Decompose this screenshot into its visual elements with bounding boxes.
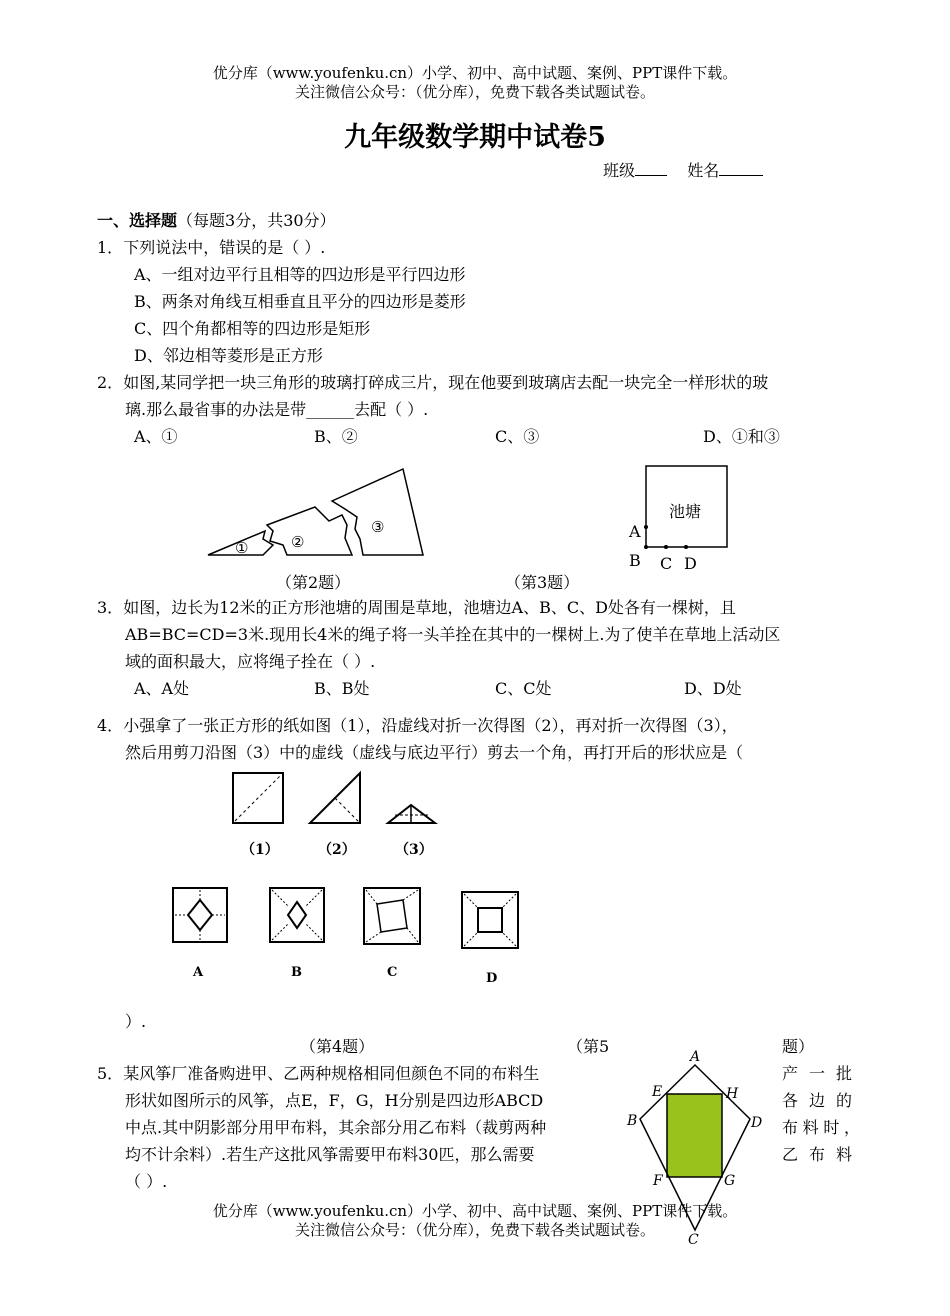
- q5-text-4-right: 乙布料: [782, 1145, 852, 1164]
- shard-2: [267, 507, 352, 555]
- answer-c-quad: [377, 900, 407, 932]
- q5-text-2-right: 各边的: [782, 1091, 852, 1110]
- pond-label: 池塘: [669, 502, 702, 521]
- tree-a: [644, 525, 648, 529]
- q5-text-5: （ ）.: [125, 1172, 168, 1191]
- q3-number: 3．: [97, 598, 124, 617]
- point-c-label: C: [660, 554, 673, 573]
- q2-option-c: C、③: [495, 427, 540, 446]
- q1-stem: [97, 234, 325, 261]
- q5-caption-left: （第5: [567, 1037, 610, 1056]
- fold-2-dashed: [335, 798, 360, 823]
- answer-b-diamond: [288, 902, 306, 928]
- q5-number: 5．: [97, 1064, 124, 1083]
- q3-option-c: C、C处: [495, 679, 552, 698]
- shard-label-3: ③: [371, 518, 385, 536]
- answer-b-dashes: [272, 890, 322, 940]
- class-blank: [635, 161, 667, 176]
- q4-stem-1: [97, 712, 738, 739]
- point-b-label: B: [629, 551, 641, 570]
- q3-option-d: D、D处: [684, 679, 742, 698]
- q2-number: 2．: [97, 373, 124, 392]
- kite-shaded-rect: [667, 1094, 722, 1177]
- q5-text-4: 均不计余料）.若生产这批风筝需要甲布料30匹，那么需要: [125, 1145, 535, 1164]
- q2-option-a: A、①: [134, 427, 178, 446]
- answer-d-inner-square: [478, 908, 502, 932]
- point-a-label: A: [629, 522, 641, 541]
- vertex-e: E: [652, 1084, 663, 1100]
- section-heading: [97, 207, 336, 234]
- q4-stem-end: ）.: [125, 1012, 147, 1031]
- q5-text-1: 某风筝厂准备购进甲、乙两种规格相同但颜色不同的布料生: [123, 1064, 540, 1083]
- fold-label-2: （2）: [318, 842, 356, 858]
- answer-label-b: B: [291, 965, 302, 980]
- answer-label-d: D: [486, 971, 498, 986]
- q5-text-1-right: 产一批: [782, 1064, 852, 1083]
- q5-text-3: 中点.其中阴影部分用甲布料，其余部分用乙布料（裁剪两种: [125, 1118, 547, 1137]
- answer-d-dashes: [464, 894, 516, 946]
- q4-caption: （第4题）: [300, 1037, 375, 1056]
- page-title: 九年级数学期中试卷5: [344, 122, 606, 153]
- q1-option-b: B、两条对角线互相垂直且平分的四边形是菱形: [134, 292, 466, 311]
- answer-label-a: A: [193, 965, 204, 980]
- tree-c: [664, 545, 668, 549]
- q5-caption-right: 题）: [782, 1037, 815, 1056]
- q2-glass-figure: [195, 465, 435, 565]
- answer-c-dashes: [366, 890, 418, 942]
- q2-text-1: 如图,某同学把一块三角形的玻璃打碎成三片，现在他要到玻璃店去配一块完全一样形状的玻: [123, 373, 769, 392]
- q3-stem-2: AB=BC=CD=3米.现用长4米的绳子将一头羊拴在其中的一棵树上.为了使羊在草地上活动区: [125, 625, 781, 644]
- vertex-a: A: [690, 1049, 701, 1065]
- q2-option-d: D、①和③: [703, 427, 780, 446]
- footer-line-1: 优分库（www.youfenku.cn）小学、初中、高中试题、案例、PPT课件下载。: [212, 1202, 738, 1220]
- tree-b: [644, 545, 648, 549]
- header-line-2: 关注微信公众号：（优分库），免费下载各类试题试卷。: [294, 83, 655, 101]
- name-blank: [719, 161, 763, 176]
- class-label: 班级: [603, 161, 636, 180]
- q1-option-a: A、一组对边平行且相等的四边形是平行四边形: [134, 265, 466, 284]
- q3-stem-1: [97, 594, 736, 621]
- point-d-label: D: [684, 554, 697, 573]
- q3-option-b: B、B处: [314, 679, 370, 698]
- q1-option-d: D、邻边相等菱形是正方形: [134, 346, 323, 365]
- vertex-b: B: [627, 1113, 638, 1129]
- answer-a-square: [173, 888, 227, 942]
- q5-text-2: 形状如图所示的风筝，点E，F，G，H分别是四边形ABCD: [125, 1091, 544, 1110]
- fold-label-1: （1）: [241, 842, 279, 858]
- vertex-g: G: [724, 1173, 736, 1189]
- shard-3: [332, 469, 423, 555]
- section-note: （每题3分，共30分）: [177, 211, 336, 230]
- answer-c-square: [364, 888, 420, 944]
- q1-text: 下列说法中，错误的是（ ）.: [123, 238, 326, 257]
- q2-stem-1: [97, 369, 768, 396]
- q4-answer-figures: [165, 880, 535, 990]
- answer-label-c: C: [387, 965, 398, 980]
- vertex-c: C: [688, 1232, 699, 1248]
- q3-text-1: 如图，边长为12米的正方形池塘的周围是草地，池塘边A、B、C、D处各有一棵树，且: [123, 598, 736, 617]
- q4-text-1: 小强拿了一张正方形的纸如图（1），沿虚线对折一次得图（2），再对折一次得图（3），: [123, 716, 738, 735]
- tree-d: [684, 545, 688, 549]
- q4-fold-figures: [225, 765, 445, 865]
- q4-number: 4．: [97, 716, 124, 735]
- footer-line-2: 关注微信公众号：（优分库），免费下载各类试题试卷。: [294, 1221, 655, 1239]
- shard-label-2: ②: [291, 533, 305, 551]
- fold-label-3: （3）: [395, 842, 433, 858]
- q3-option-a: A、A处: [134, 679, 190, 698]
- header-line-1: 优分库（www.youfenku.cn）小学、初中、高中试题、案例、PPT课件下载。: [212, 64, 738, 82]
- student-info: [603, 158, 763, 181]
- q2-stem-2: 璃.那么最省事的办法是带______去配（ ）.: [125, 400, 429, 419]
- answer-a-diamond: [188, 900, 212, 930]
- q2-caption: （第2题）: [276, 573, 351, 592]
- q5-line-1: [97, 1060, 539, 1087]
- q2-option-b: B、②: [314, 427, 358, 446]
- q4-stem-2: 然后用剪刀沿图（3）中的虚线（虚线与底边平行）剪去一个角，再打开后的形状应是（: [125, 743, 744, 762]
- q1-option-c: C、四个角都相等的四边形是矩形: [134, 319, 371, 338]
- shard-label-1: ①: [235, 539, 249, 557]
- fold-1-dashed: [235, 775, 281, 821]
- q1-number: 1．: [97, 238, 124, 257]
- answer-a-dashes: [175, 890, 225, 940]
- q3-pond-figure: [620, 460, 740, 575]
- vertex-f: F: [653, 1173, 663, 1189]
- q5-text-3-right: 布料时，: [782, 1118, 860, 1137]
- vertex-d: D: [751, 1115, 763, 1131]
- vertex-h: H: [726, 1086, 739, 1102]
- q3-stem-3: 域的面积最大，应将绳子拴在（ ）.: [125, 652, 376, 671]
- section-title: 一、选择题: [97, 211, 178, 230]
- q3-caption: （第3题）: [505, 573, 580, 592]
- name-label: 姓名: [687, 161, 720, 180]
